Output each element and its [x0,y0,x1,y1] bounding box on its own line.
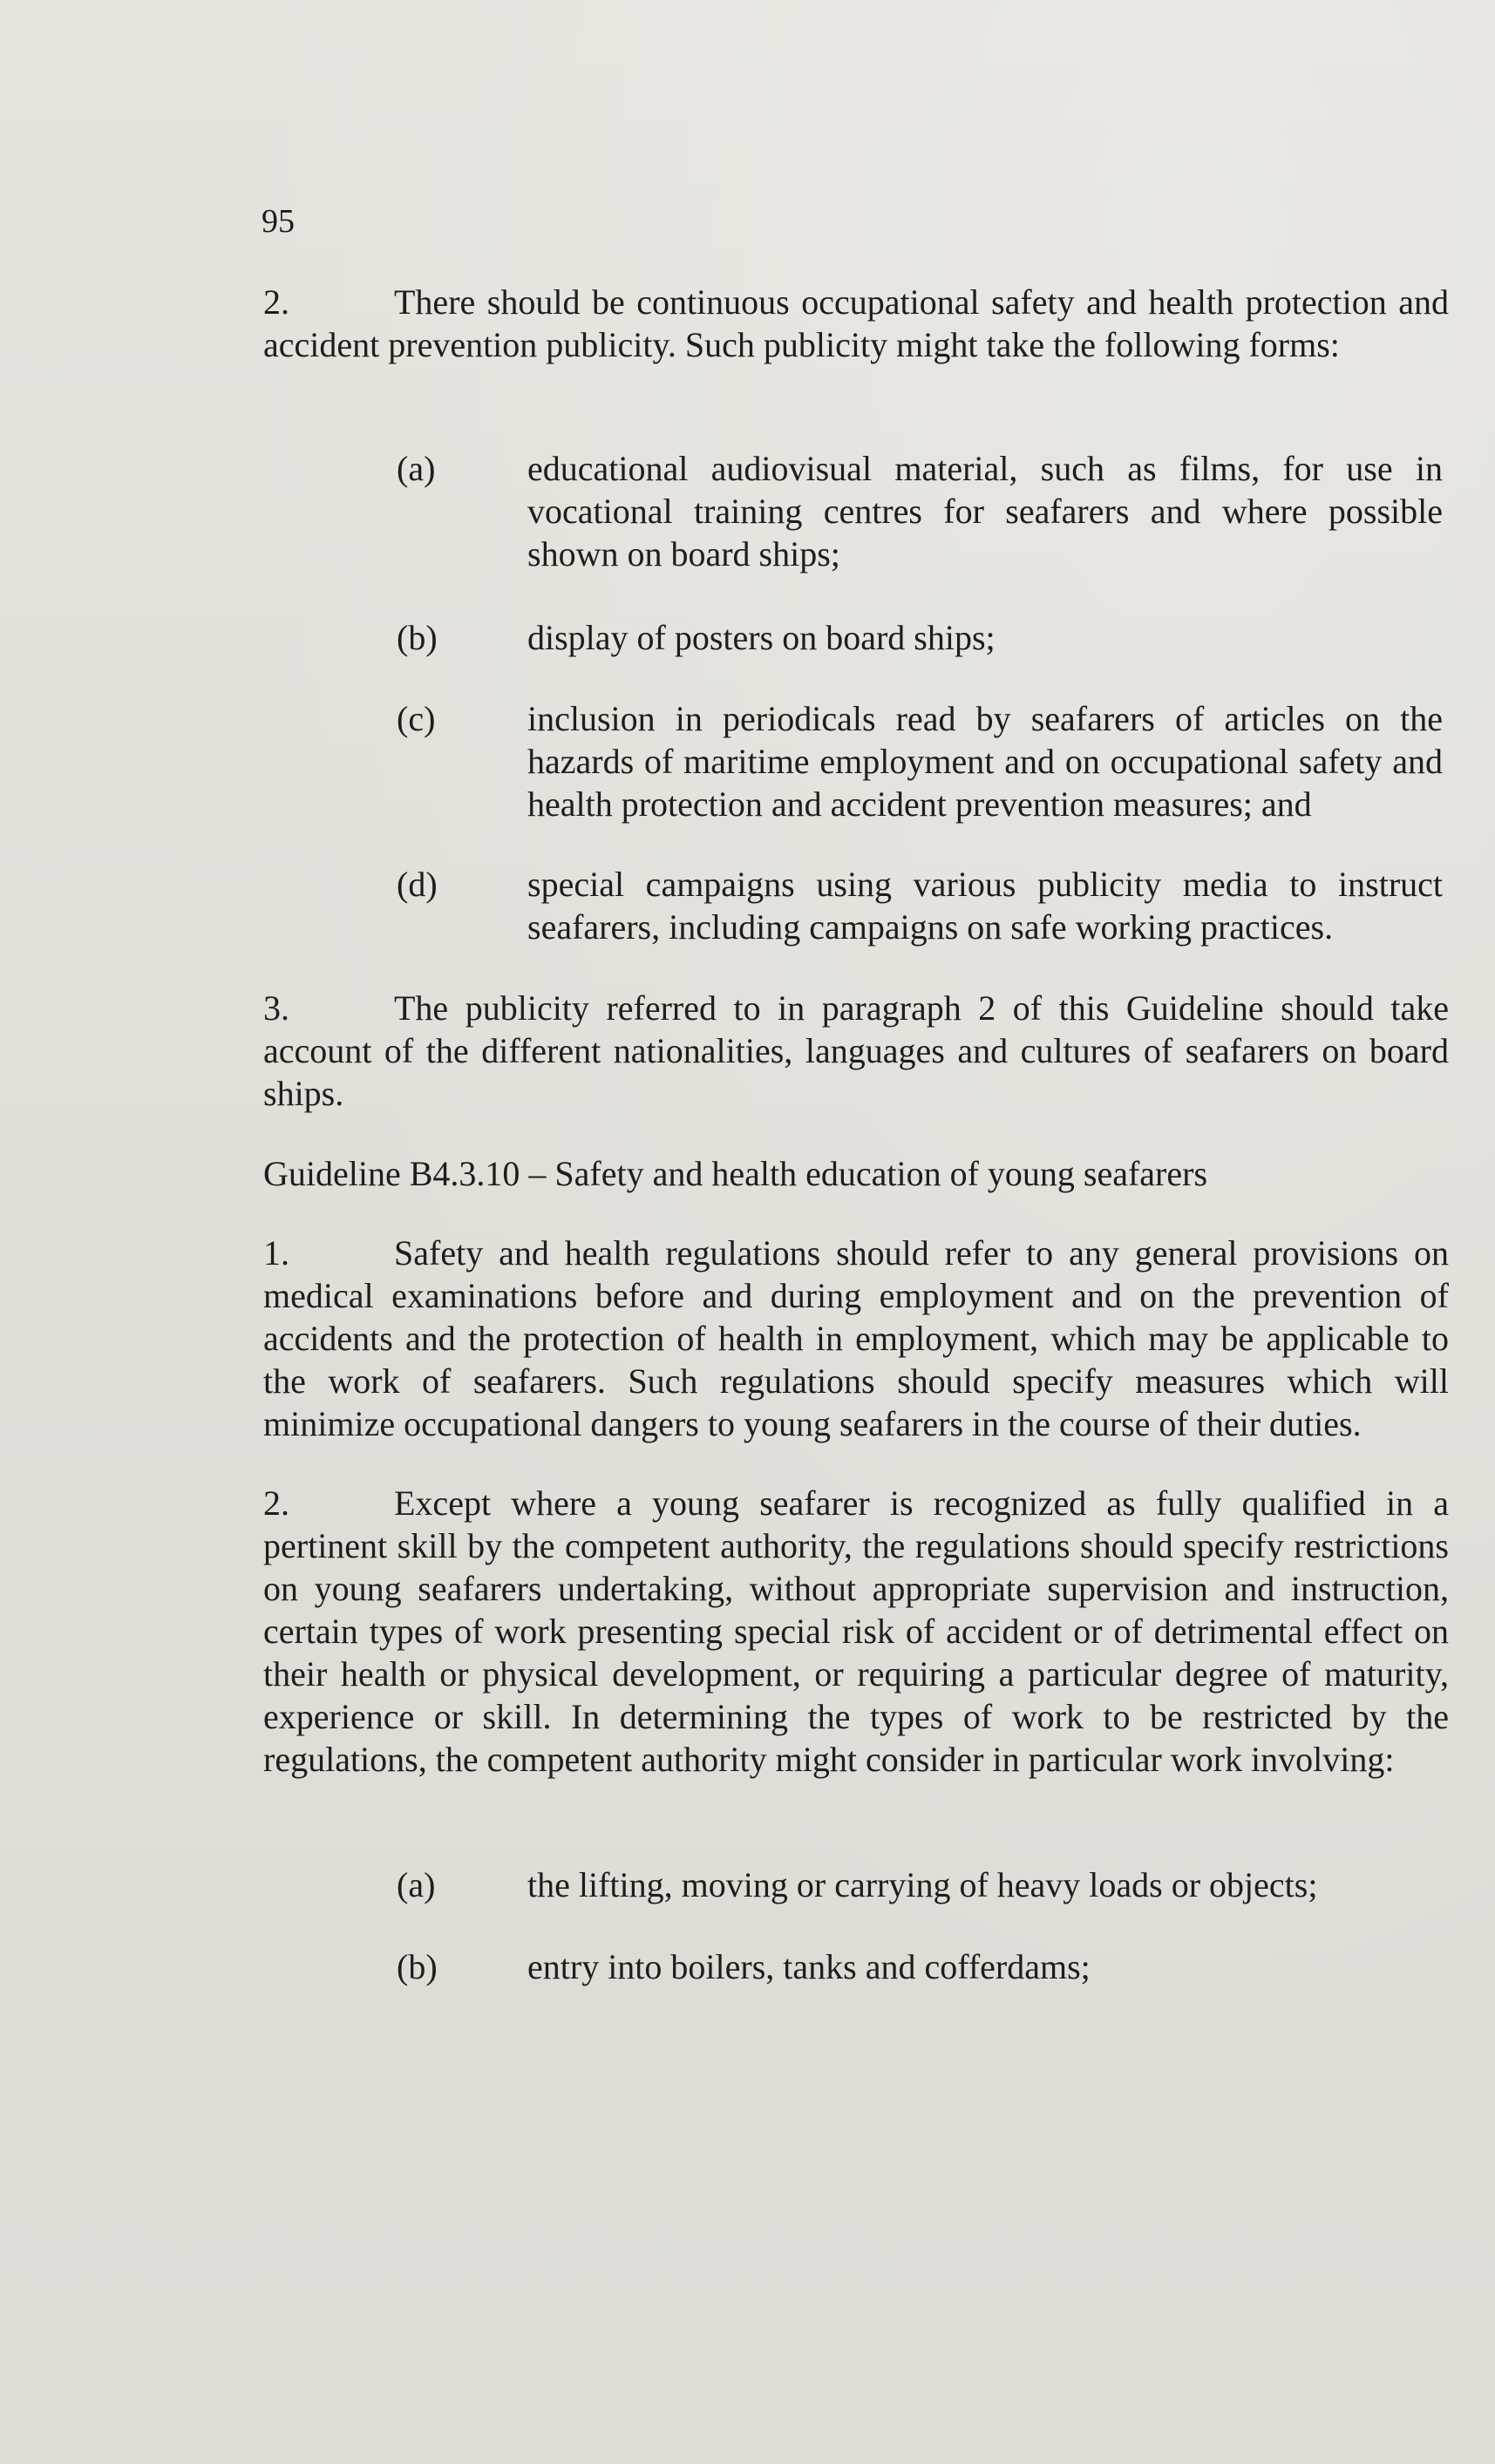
list-item-label: (a) [397,1865,436,1904]
list-item-text: inclusion in periodicals read by seafarers of articles on the hazards of maritime employment and on occupational safety and health protection and accident prevention measures; and [527,699,1443,824]
list-item-text: special campaigns using various publicity media to instruct seafarers, including campaigns on safe working practices. [527,865,1443,947]
list-item-label: (b) [397,618,438,657]
paragraph-number: 2. [263,1483,289,1523]
paragraph-number: 3. [263,988,289,1028]
list-item-text: display of posters on board ships; [527,618,996,657]
list-item [397,447,1443,575]
paragraph-text: Safety and health regulations should refer to any general provisions on medical examinations before and during employment and on the prevention of accidents and the protection of health in employment, which may be applicable to the work of seafarers. Such regulations should specify measures which will minimize occupational dangers to young seafarers in the course of their duties. [263,1233,1449,1443]
list-item-label: (b) [397,1947,438,1986]
paragraph-3 [263,987,1449,1115]
guideline-paragraph-1 [263,1232,1449,1445]
list-item [397,697,1443,825]
page-number: 95 [262,203,295,240]
paragraph-text: There should be continuous occupational safety and health protection and accident prevention publicity. Such publicity might take the following forms: [263,282,1449,364]
list-item-label: (a) [397,449,436,488]
list-item [397,1945,1443,1988]
list-item [397,616,1443,659]
paragraph-text: Except where a young seafarer is recognized as fully qualified in a pertinent skill by the competent authority, the regulations should specify restrictions on young seafarers undertaking, without appropriate supervision and instruction, certain types of work presenting special risk of accident or of detrimental effect on their health or physical development, or requiring a particular degree of maturity, experience or skill. In determining the types of work to be restricted by the regulations, the competent authority might consider in particular work involving: [263,1483,1449,1779]
list-item-label: (d) [397,865,438,904]
list-item [397,863,1443,948]
paragraph-number: 2. [263,282,289,322]
list-item [397,1863,1443,1906]
list-item-text: educational audiovisual material, such as films, for use in vocational training centres for seafarers and where possible shown on board ships; [527,449,1443,574]
guideline-paragraph-2 [263,1482,1449,1781]
paragraph-text: The publicity referred to in paragraph 2 of this Guideline should take account of the different nationalities, languages and cultures of seafarers on board ships. [263,988,1449,1113]
list-item-text: the lifting, moving or carrying of heavy loads or objects; [527,1865,1318,1904]
list-item-label: (c) [397,699,436,738]
guideline-heading: Guideline B4.3.10 – Safety and health education of young seafarers [263,1154,1208,1193]
list-item-text: entry into boilers, tanks and cofferdams; [527,1947,1091,1986]
paragraph-2 [263,281,1449,366]
paragraph-number: 1. [263,1233,289,1273]
